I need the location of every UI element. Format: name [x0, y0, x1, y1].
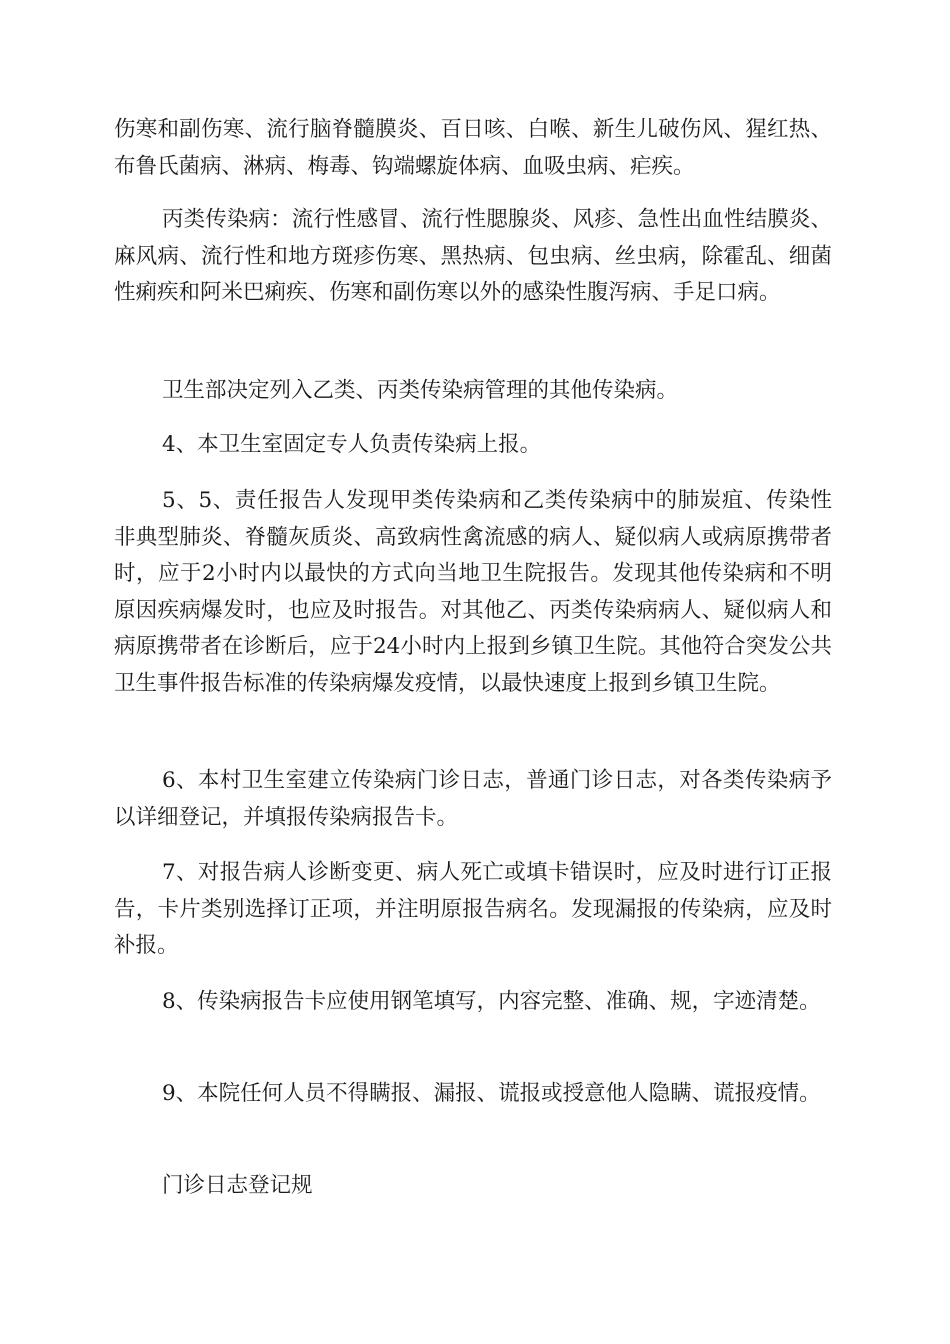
paragraph-item-6: 6、本村卫生室建立传染病门诊日志，普通门诊日志，对各类传染病予以详细登记，并填报传染病报告卡。: [114, 768, 832, 830]
paragraph-item-4: 4、本卫生室固定专人负责传染病上报。: [162, 432, 542, 457]
paragraph-other-diseases: 卫生部决定列入乙类、丙类传染病管理的其他传染病。: [162, 378, 679, 403]
paragraph-continued-diseases: 伤寒和副伤寒、流行脑脊髓膜炎、百日咳、白喉、新生儿破伤风、猩红热、布鲁氏菌病、淋病、梅毒、钩端螺旋体病、血吸虫病、疟疾。: [114, 117, 832, 179]
paragraph-item-7: 7、对报告病人诊断变更、病人死亡或填卡错误时，应及时进行订正报告，卡片类别选择订正项，并注明原报告病名。发现漏报的传染病，应及时补报。: [114, 860, 832, 958]
section-heading: 门诊日志登记规: [162, 1173, 313, 1198]
paragraph-item-8: 8、传染病报告卡应使用钢笔填写，内容完整、准确、规，字迹清楚。: [162, 989, 821, 1014]
paragraph-class-c-diseases: 丙类传染病：流行性感冒、流行性腮腺炎、风疹、急性出血性结膜炎、麻风病、流行性和地方斑疹伤寒、黑热病、包虫病、丝虫病，除霍乱、细菌性痢疾和阿米巴痢疾、伤寒和副伤寒以外的感染性腹泻病、手足口病。: [114, 207, 832, 305]
paragraph-item-5: 5、5、责任报告人发现甲类传染病和乙类传染病中的肺炭疽、传染性非典型肺炎、脊髓灰质炎、高致病性禽流感的病人、疑似病人或病原携带者时，应于2小时内以最快的方式向当地卫生院报告。发现其他传染病和不明原因疾病爆发时，也应及时报告。对其他乙、丙类传染病病人、疑似病人和病原携带者在诊断后，应于24小时内上报到乡镇卫生院。其他符合突发公共卫生事件报告标准的传染病爆发疫情，以最快速度上报到乡镇卫生院。: [114, 488, 832, 696]
paragraph-item-9: 9、本院任何人员不得瞒报、漏报、谎报或授意他人隐瞒、谎报疫情。: [162, 1081, 821, 1106]
